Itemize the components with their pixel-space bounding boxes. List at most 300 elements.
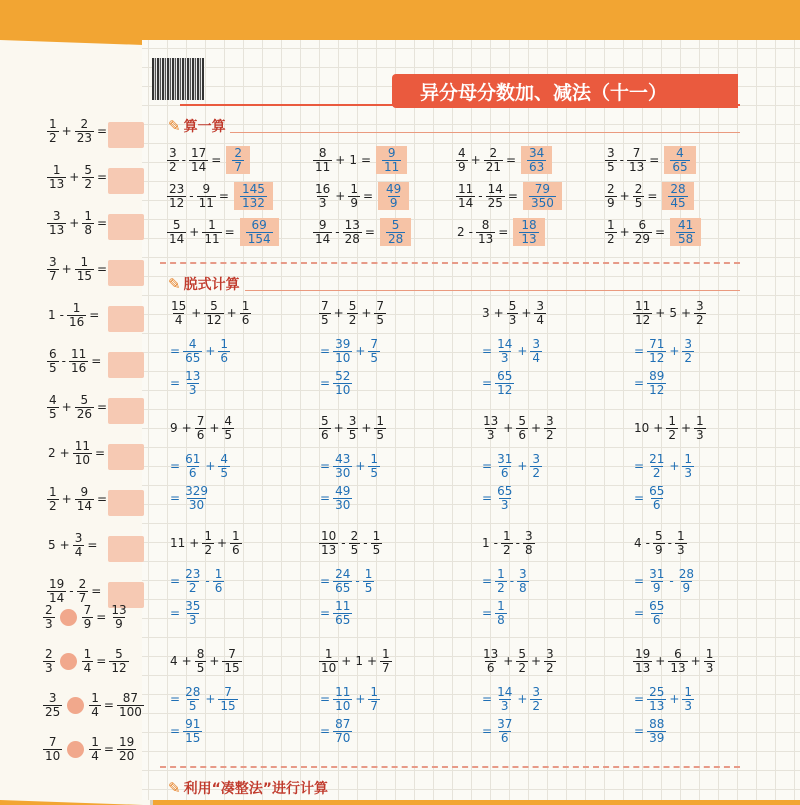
numerator: 4 <box>188 337 197 351</box>
pencil-icon: ✎ <box>168 779 181 797</box>
fraction <box>47 486 59 512</box>
equals-sign: = <box>482 376 493 391</box>
operator: + <box>333 306 344 321</box>
denominator: 4 <box>536 312 545 327</box>
number: 5 <box>669 306 677 321</box>
denominator: 15 <box>185 730 201 745</box>
denominator: 7 <box>78 590 87 605</box>
fraction <box>319 530 338 556</box>
working-result <box>318 485 353 511</box>
numerator: 28 <box>678 567 694 581</box>
denominator: 13 <box>321 542 337 557</box>
numerator: 25 <box>649 685 665 699</box>
numerator: 5 <box>210 299 218 313</box>
operator: + <box>59 446 70 461</box>
denominator: 10 <box>321 660 337 675</box>
fraction <box>167 147 179 173</box>
operator: - <box>355 574 360 589</box>
working-step <box>318 686 381 712</box>
denominator: 2 <box>204 542 212 557</box>
left-exercise <box>46 532 99 558</box>
numerator: 4 <box>49 393 57 407</box>
numerator: 3 <box>532 685 541 699</box>
denominator: 30 <box>335 465 351 480</box>
equals-sign: = <box>647 189 658 204</box>
numerator: 71 <box>649 337 665 351</box>
operator: - <box>493 536 498 551</box>
answer-box <box>108 490 144 516</box>
exercise-expression <box>604 218 701 246</box>
compare-circle[interactable] <box>60 609 77 626</box>
fraction <box>670 147 689 173</box>
compare-circle[interactable] <box>67 741 84 758</box>
operator: + <box>181 654 192 669</box>
numerator: 3 <box>49 255 57 269</box>
numerator: 3 <box>348 414 357 428</box>
denominator: 2 <box>49 130 57 145</box>
denominator: 5 <box>370 465 379 480</box>
number: 1 <box>355 654 363 669</box>
equals-sign: = <box>634 606 645 621</box>
operator: + <box>530 421 542 436</box>
equals-sign: = <box>634 344 645 359</box>
operator: + <box>680 306 692 321</box>
denominator: 3 <box>500 497 509 512</box>
numerator: 41 <box>678 218 694 232</box>
answer-box <box>380 218 411 246</box>
denominator: 4 <box>83 660 92 675</box>
fraction <box>333 600 352 626</box>
fraction <box>47 578 66 604</box>
problem-expression <box>168 648 243 674</box>
denominator: 7 <box>49 268 57 283</box>
numerator: 7 <box>321 299 329 313</box>
operator: - <box>669 574 674 589</box>
denominator: 4 <box>91 748 99 763</box>
fraction <box>75 256 94 282</box>
operator: + <box>503 421 514 436</box>
denominator: 13 <box>635 660 651 675</box>
numerator: 9 <box>387 146 396 160</box>
denominator: 6 <box>486 660 495 675</box>
fraction <box>47 118 59 144</box>
equals-sign: = <box>96 216 108 231</box>
fraction <box>82 210 94 236</box>
equals-sign: = <box>94 446 106 461</box>
numerator: 3 <box>74 531 83 545</box>
operator: + <box>355 344 366 359</box>
compare-exercise <box>42 692 145 718</box>
denominator: 30 <box>335 497 351 512</box>
working-result <box>480 370 515 396</box>
fraction <box>380 648 392 674</box>
fraction <box>197 183 216 209</box>
problem-expression <box>168 415 235 441</box>
exercise-expression <box>455 218 545 246</box>
denominator: 30 <box>188 497 205 512</box>
fraction <box>169 300 188 326</box>
problem-expression <box>632 415 707 441</box>
denominator: 10 <box>74 452 90 467</box>
answer-box <box>226 146 250 174</box>
numerator: 8 <box>481 218 490 232</box>
denominator: 8 <box>524 542 533 557</box>
operator: + <box>69 216 80 231</box>
numerator: 2 <box>489 146 498 160</box>
exercise-expression <box>604 182 694 210</box>
fraction <box>82 648 94 674</box>
equals-sign: = <box>482 459 493 474</box>
answer-box <box>108 122 144 148</box>
fraction <box>240 300 252 326</box>
answer-box <box>108 214 144 240</box>
numerator: 14 <box>497 337 513 351</box>
working-step <box>318 453 381 479</box>
fraction <box>313 183 332 209</box>
fraction <box>333 568 352 594</box>
numerator: 7 <box>48 735 57 749</box>
numerator: 3 <box>52 209 61 223</box>
problem-expression <box>480 648 557 674</box>
numerator: 1 <box>49 485 57 499</box>
answer-box <box>108 536 144 562</box>
denominator: 45 <box>670 195 686 210</box>
number: 4 <box>170 654 178 669</box>
denominator: 2 <box>652 465 661 480</box>
operator: - <box>509 574 515 589</box>
numerator: 65 <box>649 484 665 498</box>
numerator: 1 <box>684 685 693 699</box>
numerator: 1 <box>350 182 358 196</box>
equals-sign: = <box>482 574 493 589</box>
operator: - <box>478 189 483 204</box>
numerator: 1 <box>52 163 61 177</box>
denominator: 15 <box>224 660 240 675</box>
fraction <box>240 183 267 209</box>
denominator: 9 <box>350 195 358 210</box>
exercise-expression <box>312 146 407 174</box>
denominator: 2 <box>188 580 197 595</box>
number: 4 <box>634 536 642 551</box>
numerator: 329 <box>185 484 208 498</box>
fraction <box>47 348 59 374</box>
equals-sign: = <box>96 124 108 139</box>
numerator: 6 <box>674 647 682 661</box>
numerator: 13 <box>483 414 499 428</box>
problem-expression <box>318 415 387 441</box>
numerator: 5 <box>518 647 526 661</box>
barcode <box>152 58 204 100</box>
denominator: 3 <box>684 698 693 713</box>
fraction <box>202 530 214 556</box>
operator: - <box>61 354 66 369</box>
fraction <box>647 453 666 479</box>
fraction <box>368 338 380 364</box>
denominator: 5 <box>364 580 373 595</box>
equals-sign: = <box>103 742 114 757</box>
fraction <box>371 530 383 556</box>
fraction <box>43 736 62 762</box>
working-result <box>318 370 353 396</box>
equals-sign: = <box>482 344 493 359</box>
compare-exercise <box>42 736 137 762</box>
denominator: 4 <box>91 704 99 719</box>
denominator: 15 <box>76 268 92 283</box>
working-result <box>318 718 353 744</box>
denominator: 2 <box>696 312 704 327</box>
equals-sign: = <box>507 189 518 204</box>
numerator: 1 <box>376 414 385 428</box>
numerator: 5 <box>348 299 357 313</box>
fraction <box>69 348 88 374</box>
numerator: 3 <box>696 299 704 313</box>
numerator: 5 <box>518 414 526 428</box>
numerator: 6 <box>638 218 647 232</box>
numerator: 91 <box>185 717 201 731</box>
denominator: 6 <box>652 497 661 512</box>
left-exercise <box>46 302 101 328</box>
fraction <box>481 648 500 674</box>
fraction <box>183 718 202 744</box>
fraction <box>633 183 645 209</box>
equals-sign: = <box>320 606 331 621</box>
operator: + <box>341 654 352 669</box>
denominator: 4 <box>532 350 541 365</box>
numerator: 145 <box>241 182 265 196</box>
fraction <box>333 338 352 364</box>
answer-box <box>108 168 144 194</box>
working-step <box>632 453 695 479</box>
denominator: 12 <box>206 312 222 327</box>
title-underline <box>180 104 740 106</box>
exercise-expression <box>604 146 696 174</box>
numerator: 7 <box>196 414 205 428</box>
denominator: 3 <box>684 465 693 480</box>
numerator: 87 <box>335 717 351 731</box>
working-result <box>480 485 515 511</box>
fraction <box>109 648 128 674</box>
working-step <box>168 568 225 594</box>
compare-circle[interactable] <box>60 653 77 670</box>
number: 5 <box>48 538 56 553</box>
operator: + <box>205 692 216 707</box>
operator: - <box>515 536 520 551</box>
operator: - <box>181 153 186 168</box>
answer-box <box>108 352 144 378</box>
fraction <box>319 415 331 441</box>
numerator: 11 <box>74 439 90 453</box>
equals-sign: = <box>96 170 108 185</box>
fraction <box>666 415 678 441</box>
working-result <box>632 718 667 744</box>
equals-sign: = <box>224 225 235 240</box>
fraction <box>47 256 59 282</box>
numerator: 5 <box>321 414 329 428</box>
numerator: 1 <box>607 218 615 232</box>
denominator: 20 <box>118 748 135 763</box>
numerator: 5 <box>172 218 181 232</box>
numerator: 18 <box>521 218 537 232</box>
numerator: 1 <box>684 452 693 466</box>
denominator: 29 <box>634 231 650 246</box>
denominator: 14 <box>49 590 65 605</box>
numerator: 1 <box>502 529 511 543</box>
operator: + <box>205 459 216 474</box>
operator: + <box>517 459 528 474</box>
operator: - <box>335 225 340 240</box>
fraction <box>82 164 94 190</box>
equals-sign: = <box>634 574 645 589</box>
denominator: 13 <box>670 660 686 675</box>
numerator: 49 <box>386 182 402 196</box>
operator: + <box>669 344 680 359</box>
denominator: 12 <box>649 350 665 365</box>
fraction <box>516 648 528 674</box>
section-heading-3: ✎ 利用“凑整法”进行计算 <box>168 779 328 797</box>
numerator: 2 <box>350 529 359 543</box>
denominator: 6 <box>518 427 526 442</box>
answer-box <box>513 218 544 246</box>
operator: + <box>61 400 72 415</box>
fraction <box>633 300 652 326</box>
numerator: 10 <box>321 529 337 543</box>
fraction <box>456 183 475 209</box>
denominator: 65 <box>672 159 688 174</box>
fraction <box>495 453 514 479</box>
fraction <box>363 568 375 594</box>
numerator: 4 <box>224 414 233 428</box>
fraction <box>218 686 237 712</box>
denominator: 28 <box>344 231 360 246</box>
numerator: 3 <box>524 529 533 543</box>
denominator: 12 <box>497 382 513 397</box>
denominator: 14 <box>458 195 474 210</box>
fraction <box>43 648 55 674</box>
dashed-divider <box>160 766 740 768</box>
denominator: 39 <box>649 730 665 745</box>
denominator: 10 <box>335 350 351 365</box>
denominator: 5 <box>321 312 329 327</box>
left-exercise <box>46 348 103 374</box>
numerator: 1 <box>372 529 381 543</box>
operator: - <box>69 584 74 599</box>
number: 3 <box>482 306 490 321</box>
fraction <box>647 568 666 594</box>
denominator: 2 <box>546 427 554 442</box>
left-exercise <box>46 210 109 236</box>
numerator: 1 <box>364 567 373 581</box>
answer-box <box>376 146 407 174</box>
numerator: 21 <box>649 452 665 466</box>
denominator: 2 <box>668 427 676 442</box>
equals-sign: = <box>654 225 666 240</box>
numerator: 4 <box>676 146 684 160</box>
numerator: 3 <box>532 337 541 351</box>
fraction <box>89 736 101 762</box>
fraction <box>530 338 542 364</box>
numerator: 5 <box>115 647 123 661</box>
answer-box <box>108 260 144 286</box>
operator: - <box>645 536 650 551</box>
operator: + <box>653 421 664 436</box>
equals-sign: = <box>364 225 375 240</box>
operator: + <box>493 306 504 321</box>
fraction <box>368 453 380 479</box>
equals-sign: = <box>320 459 331 474</box>
equals-sign: = <box>482 724 493 739</box>
denominator: 13 <box>649 698 665 713</box>
number: 1 <box>48 308 56 323</box>
denominator: 5 <box>49 360 57 375</box>
numerator: 14 <box>497 685 513 699</box>
denominator: 132 <box>241 195 265 210</box>
denominator: 6 <box>241 312 250 327</box>
denominator: 5 <box>372 542 381 557</box>
operator: + <box>366 654 378 669</box>
fraction <box>75 394 94 420</box>
compare-circle[interactable] <box>67 697 84 714</box>
denominator: 65 <box>335 612 351 627</box>
equals-sign: = <box>91 354 102 369</box>
denominator: 9 <box>458 159 466 174</box>
operator: - <box>363 536 368 551</box>
fraction <box>495 485 514 511</box>
denominator: 16 <box>70 360 87 375</box>
numerator: 65 <box>649 599 665 613</box>
number: 11 <box>170 536 186 551</box>
equals-sign: = <box>96 262 108 277</box>
numerator: 2 <box>45 647 53 661</box>
denominator: 3 <box>500 350 509 365</box>
section-heading-1: ✎ 算一算 <box>168 117 226 135</box>
numerator: 7 <box>632 146 641 160</box>
denominator: 2 <box>607 231 615 246</box>
denominator: 9 <box>652 580 661 595</box>
exercise-expression <box>166 146 250 174</box>
denominator: 65 <box>185 350 201 365</box>
operator: + <box>333 421 344 436</box>
fraction <box>495 338 514 364</box>
fraction <box>529 183 556 209</box>
equals-sign: = <box>634 724 645 739</box>
fraction <box>43 604 55 630</box>
numerator: 13 <box>111 603 127 617</box>
page-title: 异分母分数加、减法（十一） <box>392 74 738 108</box>
numerator: 39 <box>335 337 351 351</box>
problem-expression <box>632 530 688 556</box>
numerator: 65 <box>497 484 513 498</box>
denominator: 6 <box>321 427 329 442</box>
fraction <box>517 568 529 594</box>
operator: + <box>226 306 237 321</box>
denominator: 8 <box>84 222 92 237</box>
left-exercise <box>46 256 109 282</box>
numerator: 1 <box>49 117 57 131</box>
operator: + <box>361 421 372 436</box>
denominator: 58 <box>678 231 694 246</box>
numerator: 7 <box>370 337 379 351</box>
working-result <box>168 485 211 511</box>
numerator: 2 <box>607 182 615 196</box>
number: 1 <box>349 153 357 168</box>
numerator: 3 <box>532 452 541 466</box>
left-exercise <box>46 440 107 466</box>
left-exercise <box>46 578 103 604</box>
fraction <box>633 648 652 674</box>
numerator: 7 <box>224 685 232 699</box>
equals-sign: = <box>634 459 645 474</box>
exercise-expression <box>312 218 411 246</box>
